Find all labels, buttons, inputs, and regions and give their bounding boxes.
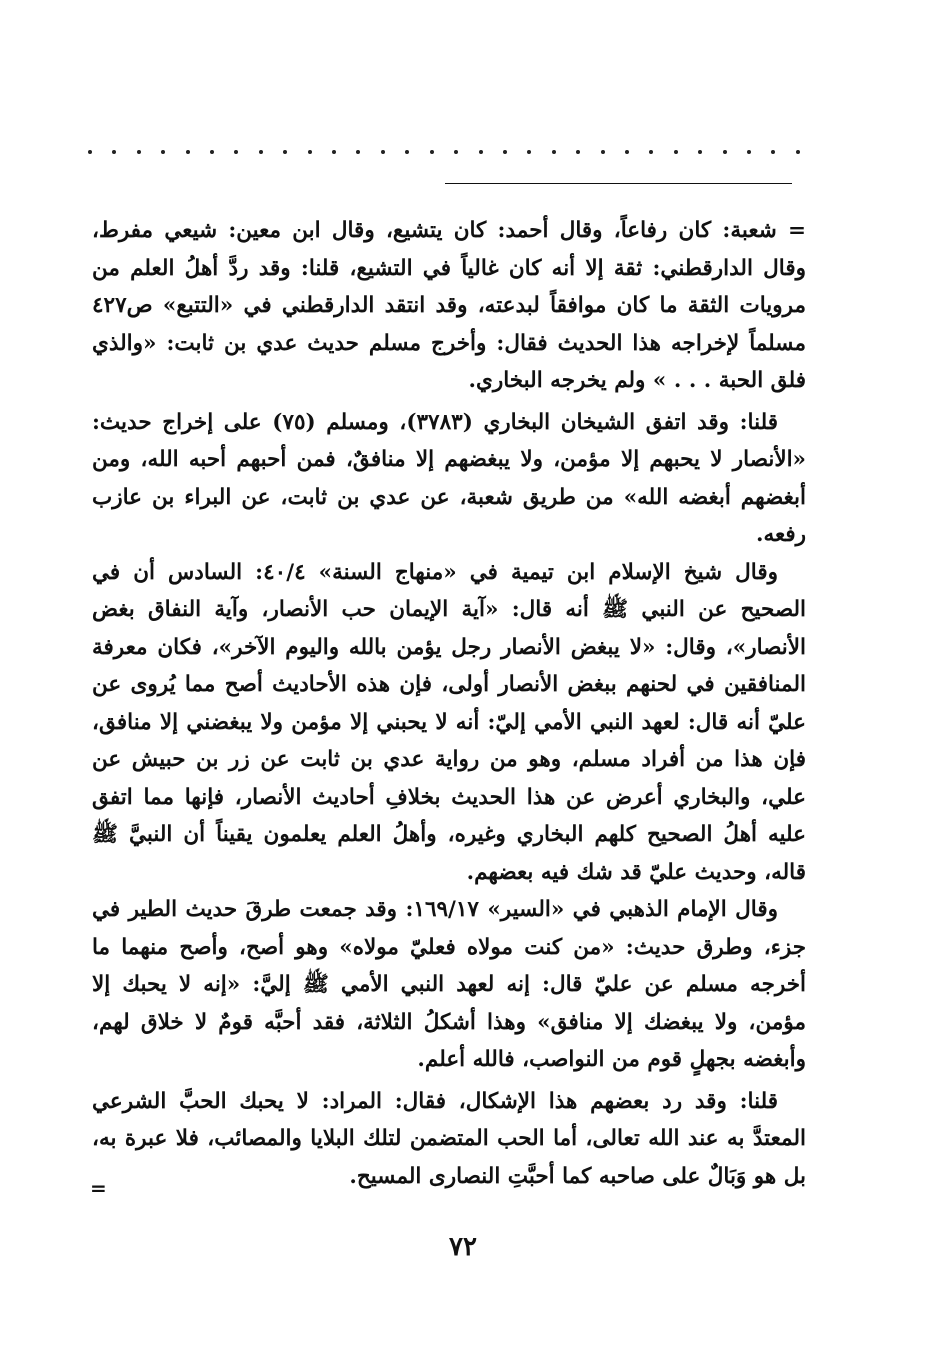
page-number: ٧٢ — [449, 1232, 477, 1262]
footnote-body — [92, 212, 806, 1195]
footnote-paragraph: = شعبة: كان رفاعاً، وقال أحمد: كان يتشيع، وقال ابن معين: شيعي مفرط، وقال الدارقطني: ثقة إلا أنه كان غالياً في التشيع، قلنا: وقد ردَّ أهلُ العلم من مرويات الثقة ما كان موافقاً لبدعته، وقد انتقد الدارقطني في «التتبع» ص٤٢٧ مسلماً لإخراجه هذا الحديث فقال: وأخرج مسلم حديث عدي بن ثابت: «والذي فلق الحبة . . . » ولم يخرجه البخاري. — [92, 212, 806, 400]
footnote-rule — [445, 183, 792, 184]
footnote-paragraph: وقال الإمام الذهبي في «السير» ١٦٩/١٧: وقد جمعت طرقَ حديث الطير في جزء، وطرق حديث: «من كنت مولاه فعليّ مولاه» وهو أصح، وأصح منهما ما أخرجه مسلم عن عليّ قال: إنه لعهد النبي الأمي ﷺ إليَّ: «إنه لا يحبك إلا مؤمن، ولا يبغضك إلا منافق» وهذا أشكلُ الثلاثة، فقد أحبَّه قومٌ لا خلاق لهم، وأبغضه بجهلٍ قوم من النواصب، فالله أعلم. — [92, 897, 806, 1072]
continuation-marker: = — [90, 1176, 107, 1200]
footnote-paragraph: قلنا: وقد اتفق الشيخان البخاري (٣٧٨٣)، ومسلم (٧٥) على إخراج حديث: «الأنصار لا يحبهم إلا مؤمن، ولا يبغضهم إلا منافقٌ، فمن أحبهم أحبه الله، ومن أبغضهم أبغضه الله» من طريق شعبة، عن عدي بن ثابت، عن البراء بن عازب رفعه. — [92, 409, 806, 547]
footnote-paragraph: قلنا: وقد رد بعضهم هذا الإشكال، فقال: المراد: لا يحبك الحبَّ الشرعي المعتدَّ به عند الله تعالى، أما الحب المتضمن لتلك البلايا والمصائب، فلا عبرة به، بل هو وَبَالٌ على صاحبه كما أحبَّتِ النصارى المسيح. — [92, 1088, 806, 1189]
footnote-dotted-separator — [88, 150, 800, 162]
footnote-paragraph: وقال شيخ الإسلام ابن تيمية في «منهاج السنة» ٤٠/٤: السادس أن في الصحيح عن النبي ﷺ أنه قال: «آية الإيمان حب الأنصار، وآية النفاق بغض الأنصار»، وقال: «لا يبغض الأنصار رجل يؤمن بالله واليوم الآخر»، فكان معرفة المنافقين في لحنهم ببغض الأنصار أولى، فإن هذه الأحاديث أصح مما يُروى عن عليّ أنه قال: لعهد النبي الأمي إليّ: أنه لا يحبني إلا مؤمن ولا يبغضني إلا منافق، فإن هذا من أفراد مسلم، وهو من رواية عدي بن ثابت عن زر بن حبيش عن علي، والبخاري أعرض عن هذا الحديث بخلافِ أحاديث الأنصار، فإنها مما اتفق عليه أهلُ الصحيح كلهم البخاري وغيره، وأهلُ العلم يعلمون يقيناً أن النبيَّ ﷺ قاله، وحديث عليّ قد شك فيه بعضهم. — [92, 559, 806, 885]
